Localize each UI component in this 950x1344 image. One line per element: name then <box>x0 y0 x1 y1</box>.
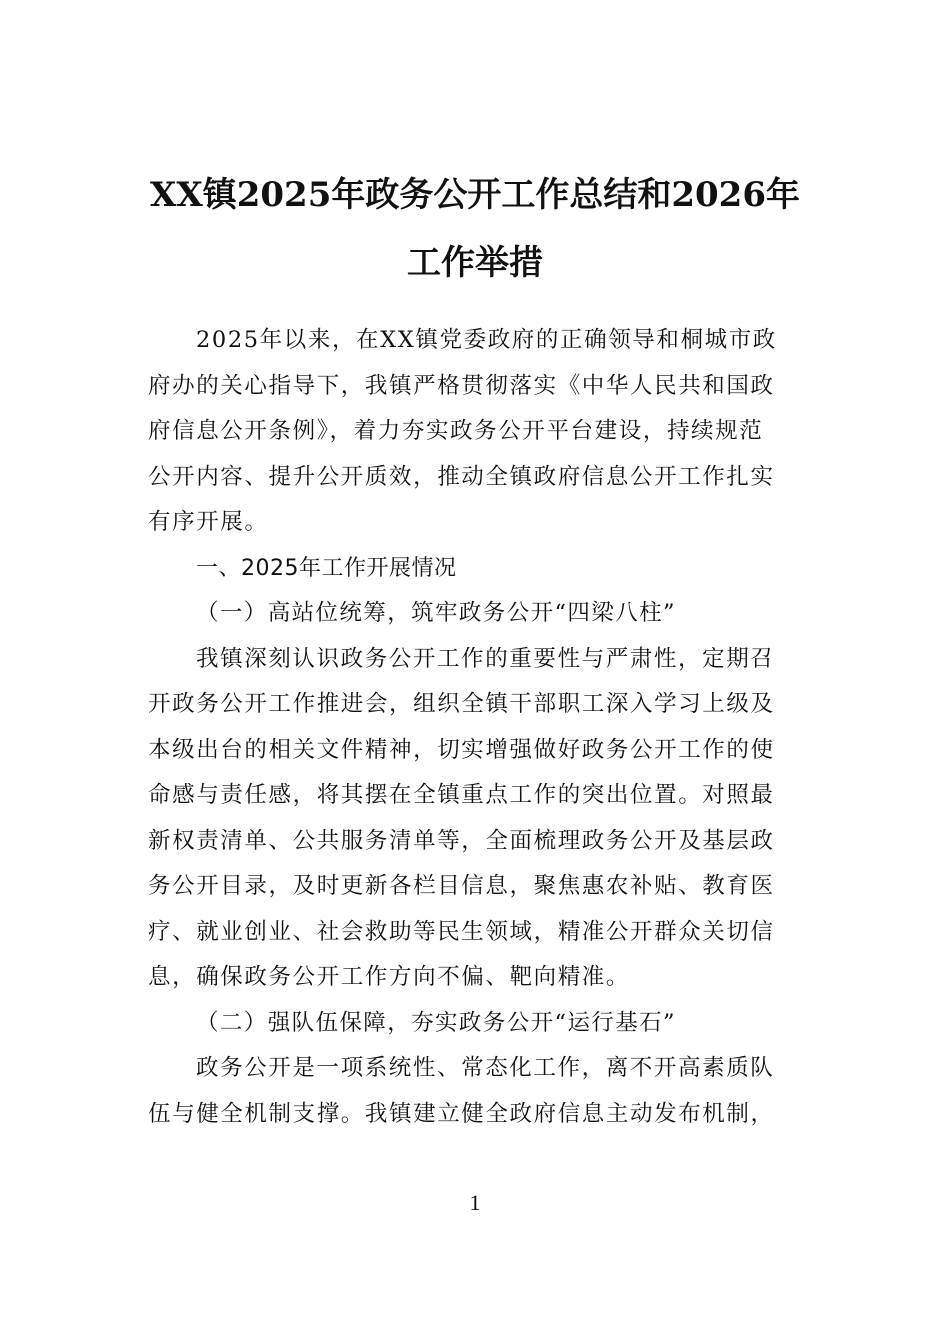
page-number: 1 <box>469 1190 481 1215</box>
paragraph-subsection-1-line: 开政务公开工作推进会，组织全镇干部职工深入学习上级及 <box>148 691 775 717</box>
paragraph-subsection-1-line: 息，确保政务公开工作方向不偏、靶向精准。 <box>148 964 631 990</box>
paragraph-intro-line: 公开内容、提升公开质效，推动全镇政府信息公开工作扎实 <box>148 463 775 490</box>
subsection-heading-2: （二）强队伍保障，夯实政务公开“运行基石” <box>196 1009 676 1036</box>
paragraph-subsection-1-line: 命感与责任感，将其摆在全镇重点工作的突出位置。对照最 <box>148 782 775 808</box>
paragraph-subsection-1-line: 新权责清单、公共服务清单等，全面梳理政务公开及基层政 <box>148 827 775 854</box>
paragraph-subsection-1-line: 本级出台的相关文件精神，切实增强做好政务公开工作的使 <box>148 736 775 763</box>
paragraph-intro-line: 府办的关心指导下，我镇严格贯彻落实《中华人民共和国政 <box>148 372 775 399</box>
paragraph-subsection-1-line: 我镇深刻认识政务公开工作的重要性与严肃性，定期召 <box>196 645 775 672</box>
paragraph-intro-line: 2025年以来，在XX镇党委政府的正确领导和桐城市政 <box>196 327 777 353</box>
paragraph-subsection-1-line: 疗、就业创业、社会救助等民生领域，精准公开群众关切信 <box>148 918 775 945</box>
paragraph-intro-line: 有序开展。 <box>148 509 269 535</box>
paragraph-subsection-1-line: 务公开目录，及时更新各栏目信息，聚焦惠农补贴、教育医 <box>148 873 775 899</box>
document-body <box>148 318 813 1137</box>
section-heading-1: 一、2025年工作开展情况 <box>196 555 457 581</box>
paragraph-subsection-2-line: 政务公开是一项系统性、常态化工作，离不开高素质队 <box>196 1055 775 1081</box>
document-title-line-2: 工作举措 <box>407 243 543 283</box>
document-title-line-1: XX镇2025年政务公开工作总结和2026年 <box>149 175 801 215</box>
paragraph-subsection-2-line: 伍与健全机制支撑。我镇建立健全政府信息主动发布机制， <box>148 1100 775 1127</box>
paragraph-intro-line: 府信息公开条例》，着力夯实政务公开平台建设，持续规范 <box>148 418 764 444</box>
subsection-heading-1: （一）高站位统筹，筑牢政务公开“四梁八柱” <box>196 600 676 626</box>
